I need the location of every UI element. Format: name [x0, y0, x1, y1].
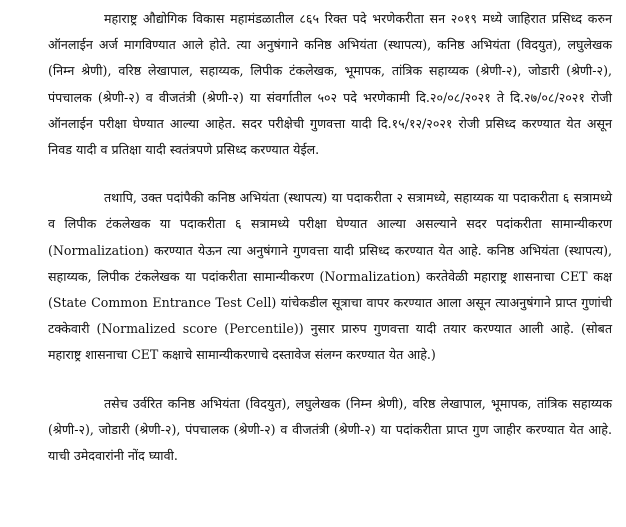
paragraph-recruitment-exam: महाराष्ट्र औद्योगिक विकास महामंडळातील ८६५ रिक्त पदे भरणेकरीता सन २०१९ मध्ये जाहिरात प्रसिध्द करुन ऑनलाईन अर्ज मागविण्यात आले होते. त्या अनुषंगाने कनिष्ठ अभियंता (स्थापत्य), कनिष्ठ अभियंता (विदयुत), लघुलेखक (निम्न श्रेणी), वरिष्ठ लेखापाल, सहाय्यक, लिपीक टंकलेखक, भूमापक, तांत्रिक सहाय्यक (श्रेणी-२), जोडारी (श्रेणी-२), पंपचालक (श्रेणी-२) व वीजतंत्री (श्रेणी-२) या संवर्गातील ५०२ पदे भरणेकामी दि.२०/०८/२०२१ ते दि.२७/०८/२०२१ रोजी ऑनलाईन परीक्षा घेण्यात आल्या आहेत. सदर परीक्षेची गुणवत्ता यादी दि.१५/१२/२०२१ रोजी प्रसिध्द करण्यात येत असून निवड यादी व प्रतिक्षा यादी स्वतंत्रपणे प्रसिध्द करण्यात येईल.	[48, 11, 612, 158]
paragraph-normalization: तथापि, उक्त पदांपैकी कनिष्ठ अभियंता (स्थापत्य) या पदाकरीता २ सत्रामध्ये, सहाय्यक या पदाकरीता ६ सत्रामध्ये व लिपीक टंकलेखक या पदाकरीता ६ सत्रामध्ये परीक्षा घेण्यात आल्या असल्याने सदर पदांकरीता सामान्यीकरण (Normalization) करण्यात येऊन त्या अनुषंगाने गुणवत्ता यादी प्रसिध्द करण्यात येत आहे. कनिष्ठ अभियंता (स्थापत्य), सहाय्यक, लिपीक टंकलेखक या पदांकरीता सामान्यीकरण (Normalization) करतेवेळी महाराष्ट्र शासनाचा CET कक्ष (State Common Entrance Test Cell) यांचेकडील सूत्राचा वापर करण्यात आला असून त्याअनुषंगाने प्राप्त गुणांची टक्केवारी (Normalized score (Percentile)) नुसार प्रारुप गुणवत्ता यादी तयार करण्यात आली आहे. (सोबत महाराष्ट्र शासनाचा CET कक्षाचे सामान्यीकरणाचे दस्तावेज संलग्न करण्यात येत आहे.)	[48, 190, 612, 363]
paragraph-remaining-posts: तसेच उर्वरित कनिष्ठ अभियंता (विदयुत), लघुलेखक (निम्न श्रेणी), वरिष्ठ लेखापाल, भूमापक, तांत्रिक सहाय्यक (श्रेणी-२), जोडारी (श्रेणी-२), पंपचालक (श्रेणी-२) व वीजतंत्री (श्रेणी-२) या पदांकरीता प्राप्त गुण जाहीर करण्यात येत आहे. याची उमेदवारांनी नोंद घ्यावी.	[48, 395, 612, 464]
notice-document	[48, 6, 612, 469]
